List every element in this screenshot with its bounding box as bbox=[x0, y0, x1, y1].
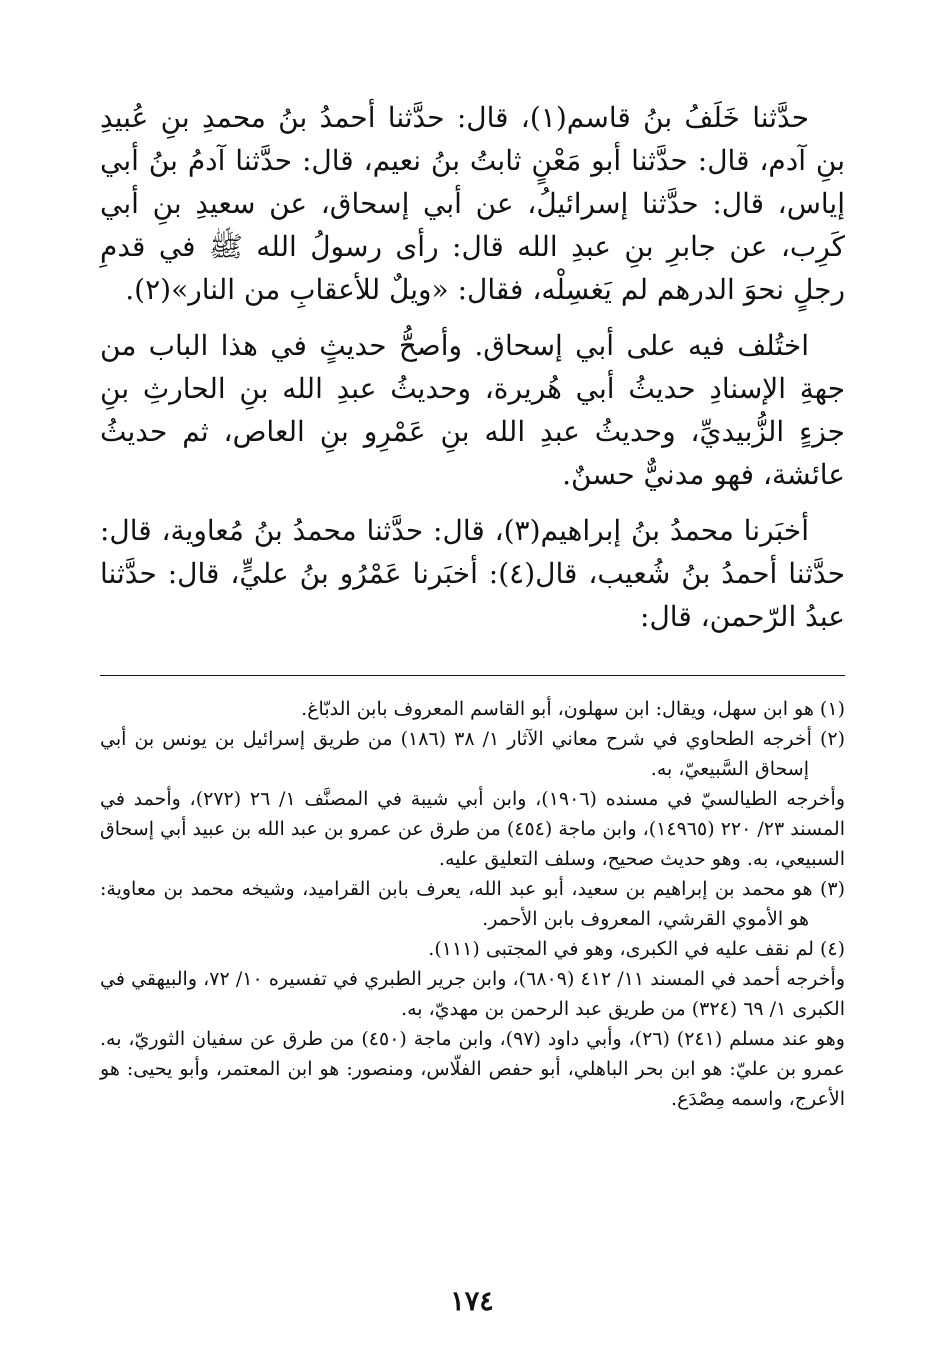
main-text bbox=[100, 96, 845, 651]
footnote-2-continuation: وأخرجه الطيالسيّ في مسنده (١٩٠٦)، وابن أبي شيبة في المصنَّف ١/ ٢٦ (٢٧٢)، وأحمد في المسند ٢٣/ ٢٢٠ (١٤٩٦٥)، وابن ماجة (٤٥٤) من طرق عن عمرو بن عبد الله بن عبيد أبي إسحاق السبيعي، به. وهو حديث صحيح، وسلف التعليق عليه. bbox=[100, 788, 845, 870]
footnote-divider bbox=[100, 675, 845, 676]
footnote-4: (٤) لم نقف عليه في الكبرى، وهو في المجتبى (١١١). bbox=[428, 938, 845, 960]
footnotes bbox=[100, 694, 845, 1114]
footnote-4-continuation-2: وهو عند مسلم (٢٤١) (٢٦)، وأبي داود (٩٧)، وابن ماجة (٤٥٠) من طرق عن سفيان الثوريّ، به. عمرو بن عليّ: هو ابن بحر الباهلي، أبو حفص الفلّاس، ومنصور: هو ابن المعتمر، وأبو يحيى: هو الأعرج، واسمه مِصْدَع. bbox=[100, 1028, 845, 1110]
page-number: ١٧٤ bbox=[450, 1286, 494, 1317]
footnote-1: (١) هو ابن سهل، ويقال: ابن سهلون، أبو القاسم المعروف بابن الدبّاغ. bbox=[301, 698, 845, 720]
footnote-4-continuation-1: وأخرجه أحمد في المسند ١١/ ٤١٢ (٦٨٠٩)، وابن جرير الطبري في تفسيره ١٠/ ٧٢، والبيهقي في الكبرى ١/ ٦٩ (٣٢٤) من طريق عبد الرحمن بن مهديّ، به. bbox=[100, 968, 845, 1020]
footnote-3: (٣) هو محمد بن إبراهيم بن سعيد، أبو عبد الله، يعرف بابن القراميد، وشيخه محمد بن معاوية: هو الأموي القرشي، المعروف بابن الأحمر. bbox=[100, 878, 845, 930]
footnote-2: (٢) أخرجه الطحاوي في شرح معاني الآثار ١/ ٣٨ (١٨٦) من طريق إسرائيل بن يونس بن أبي إسحاق السَّبيعيّ، به. bbox=[100, 728, 846, 780]
paragraph-hadith-1: حدَّثنا خَلَفُ بنُ قاسم(١)، قال: حدَّثنا أحمدُ بنُ محمدِ بنِ عُبيدِ بنِ آدم، قال: حدَّثنا أبو مَعْنٍ ثابتُ بنُ نعيم، قال: حدَّثنا آدمُ بنُ أبي إياس، قال: حدَّثنا إسرائيلُ، عن أبي إسحاق، عن سعيدِ بنِ أبي كَرِب، عن جابرِ بنِ عبدِ الله قال: رأى رسولُ الله ﷺ في قدمِ رجلٍ نحوَ الدرهم لم يَغسِلْه، فقال: «ويلٌ للأعقابِ من النار»(٢). bbox=[100, 101, 845, 306]
paragraph-commentary: اختُلف فيه على أبي إسحاق. وأصحُّ حديثٍ في هذا الباب من جهةِ الإسنادِ حديثُ أبي هُريرة، وحديثُ عبدِ الله بنِ الحارثِ بنِ جزءٍ الزُّبيديِّ، وحديثُ عبدِ الله بنِ عَمْرِو بنِ العاص، ثم حديثُ عائشة، فهو مدنيٌّ حسنٌ. bbox=[100, 329, 845, 491]
paragraph-hadith-2: أخبَرنا محمدُ بنُ إبراهيم(٣)، قال: حدَّثنا محمدُ بنُ مُعاوية، قال: حدَّثنا أحمدُ بنُ شُعيب، قال(٤): أخبَرنا عَمْرُو بنُ عليٍّ، قال: حدَّثنا عبدُ الرّحمن، قال: bbox=[100, 514, 846, 633]
